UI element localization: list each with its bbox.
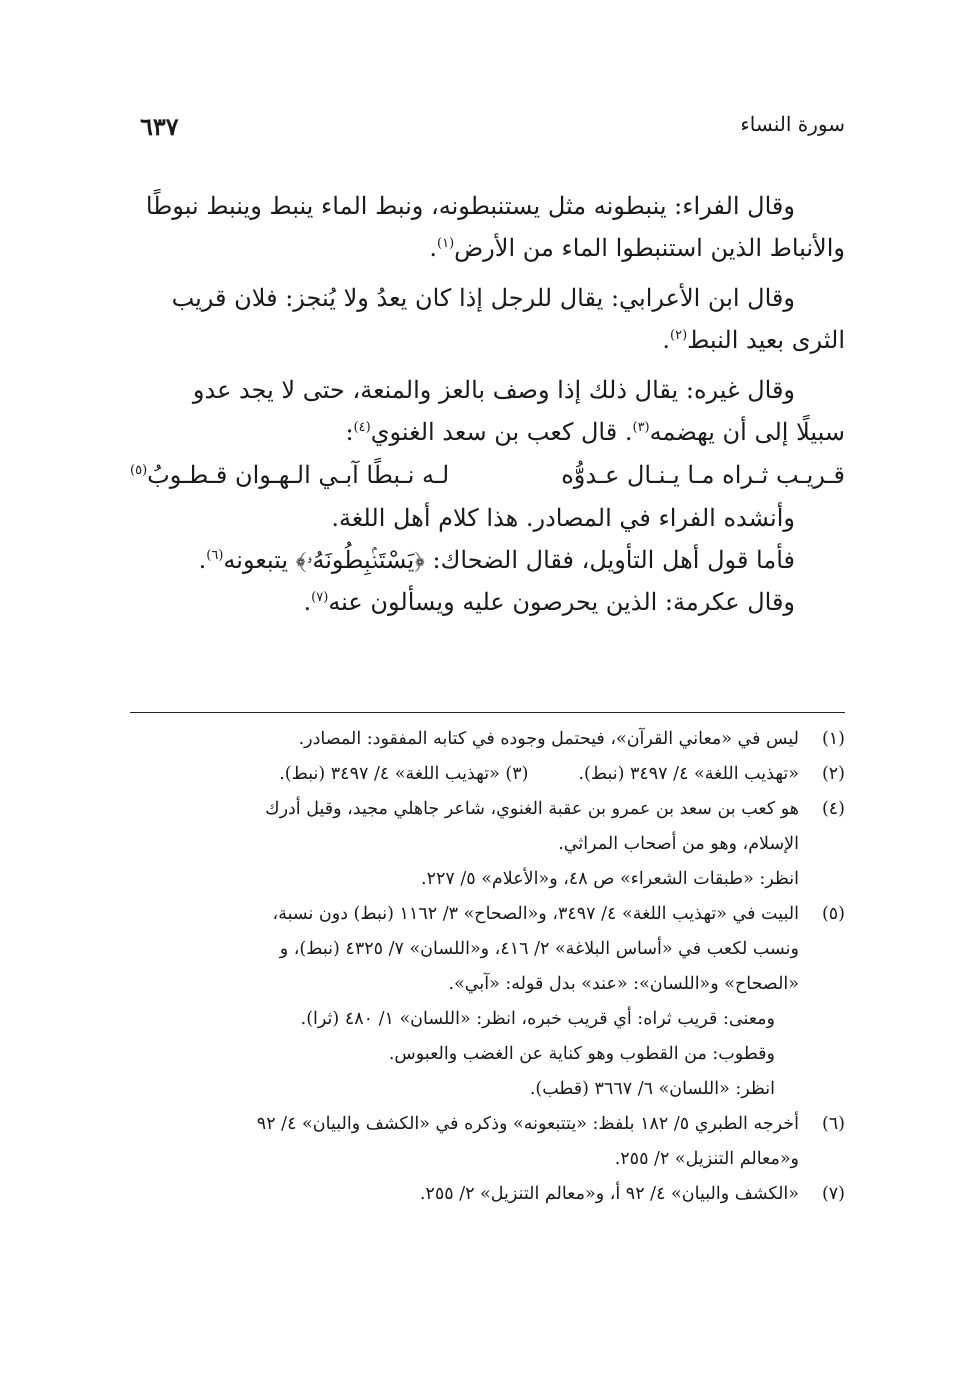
main-text xyxy=(130,185,845,623)
footnote-text: «تهذيب اللغة» ٤/ ٣٤٩٧ (نبط). xyxy=(578,764,799,784)
footnote-text: هو كعب بن سعد بن عمرو بن عقبة الغنوي، شاعر جاهلي مجيد، وقيل أدرك xyxy=(265,799,799,819)
footnote-ref: (٧) xyxy=(311,590,329,605)
footnote-continuation: ومعنى: قريب ثراه: أي قريب خبره، انظر: «اللسان» ١/ ٤٨٠ (ثرا). xyxy=(300,1009,775,1029)
footnote-number: (٧) xyxy=(821,1184,845,1204)
footnote-ref: (٦) xyxy=(206,548,224,563)
quran-quote: ﴿يَسْتَنۢبِطُونَهُۥ﴾ xyxy=(295,546,425,574)
paragraph-line: وقال غيره: يقال ذلك إذا وصف بالعز والمنعة، حتى لا يجد عدو xyxy=(192,376,795,404)
verse-second-hemistich: لـه نـبطًا آبـي الـهـوان قـطـوبُ$^{(٥)}$ xyxy=(130,461,450,489)
footnote xyxy=(130,897,845,932)
footnote-continuation: انظر: «اللسان» ٦/ ٣٦٦٧ (قطب). xyxy=(529,1079,775,1099)
footnote-number: (٦) xyxy=(821,1114,845,1134)
footnote-ref: (٤) xyxy=(353,420,371,435)
paragraph-line: الثرى بعيد النبط$^{(٢)}$. xyxy=(662,326,845,354)
footnote-text: «تهذيب اللغة» ٤/ ٣٤٩٧ (نبط). xyxy=(279,764,500,784)
footnote-text: «الكشف والبيان» ٤/ ٩٢ أ، و«معالم التنزيل» ٢/ ٢٥٥. xyxy=(419,1184,799,1204)
surah-title: سورة النساء xyxy=(740,112,845,136)
footnote-text: البيت في «تهذيب اللغة» ٤/ ٣٤٩٧، و«الصحاح» ٣/ ١١٦٢ (نبط) دون نسبة، xyxy=(272,904,799,924)
footnote-number: (٢) xyxy=(821,764,845,784)
footnotes xyxy=(130,722,845,1212)
verse-first-hemistich: قـريـب ثـراه مـا يـنـال عـدوُّه xyxy=(561,461,845,489)
footnote-continuation: ونسب لكعب في «أساس البلاغة» ٢/ ٤١٦، و«اللسان» ٧/ ٤٣٢٥ (نبط)، و xyxy=(279,939,799,959)
poetry-verse xyxy=(130,453,845,497)
footnote-number: (٣) xyxy=(505,764,529,784)
footnote-continuation: الإسلام، وهو من أصحاب المراثي. xyxy=(558,834,799,854)
footnote-ref: (٢) xyxy=(670,328,688,343)
footnote-text: ليس في «معاني القرآن»، فيحتمل وجوده في كتابه المفقود: المصادر. xyxy=(298,729,799,749)
paragraph-line: والأنباط الذين استنبطوا الماء من الأرض$^{(١)}$. xyxy=(429,234,845,262)
footnote-ref: (٣) xyxy=(632,420,650,435)
footnote-number: (٤) xyxy=(821,799,845,819)
footnote-continuation: انظر: «طبقات الشعراء» ص ٤٨، و«الأعلام» ٥/ ٢٢٧. xyxy=(421,869,799,889)
footnote-divider xyxy=(130,712,845,713)
paragraph-line: وقال ابن الأعرابي: يقال للرجل إذا كان يعدُ ولا يُنجز: فلان قريب xyxy=(171,284,795,312)
footnote xyxy=(130,792,845,827)
footnote xyxy=(130,757,845,792)
footnote-continuation: وقطوب: من القطوب وهو كناية عن الغضب والعبوس. xyxy=(388,1044,775,1064)
footnote xyxy=(130,1107,845,1142)
paragraph-line: سبيلًا إلى أن يهضمه$^{(٣)}$. قال كعب بن سعد الغنوي$^{(٤)}$: xyxy=(345,418,845,446)
paragraph-line: وقال عكرمة: الذين يحرصون عليه ويسألون عنه$^{(٧)}$. xyxy=(303,588,795,616)
footnote-number: (٥) xyxy=(821,904,845,924)
footnote-ref: (١) xyxy=(437,236,455,251)
footnote-text: أخرجه الطبري ٥/ ١٨٢ بلفظ: «يتتبعونه» وذكره في «الكشف والبيان» ٤/ ٩٢ xyxy=(256,1114,799,1134)
footnote xyxy=(130,722,845,757)
paragraph-line: وقال الفراء: ينبطونه مثل يستنبطونه، ونبط الماء ينبط وينبط نبوطًا xyxy=(145,192,795,220)
paragraph-line: وأنشده الفراء في المصادر. هذا كلام أهل اللغة. xyxy=(331,504,795,532)
footnote-continuation: و«معالم التنزيل» ٢/ ٢٥٥. xyxy=(614,1149,799,1169)
page-header xyxy=(140,112,845,152)
page-number: ٦٣٧ xyxy=(140,112,179,141)
footnote-continuation: «الصحاح» و«اللسان»: «عند» بدل قوله: «آبي». xyxy=(448,974,799,994)
footnote-number: (١) xyxy=(821,729,845,749)
paragraph-line: فأما قول أهل التأويل، فقال الضحاك: ﴿يَسْتَنۢبِطُونَهُۥ﴾ يتبعونه$^{(٦)}$. xyxy=(198,546,795,574)
footnote xyxy=(130,1177,845,1212)
footnote-ref: (٥) xyxy=(130,463,148,478)
